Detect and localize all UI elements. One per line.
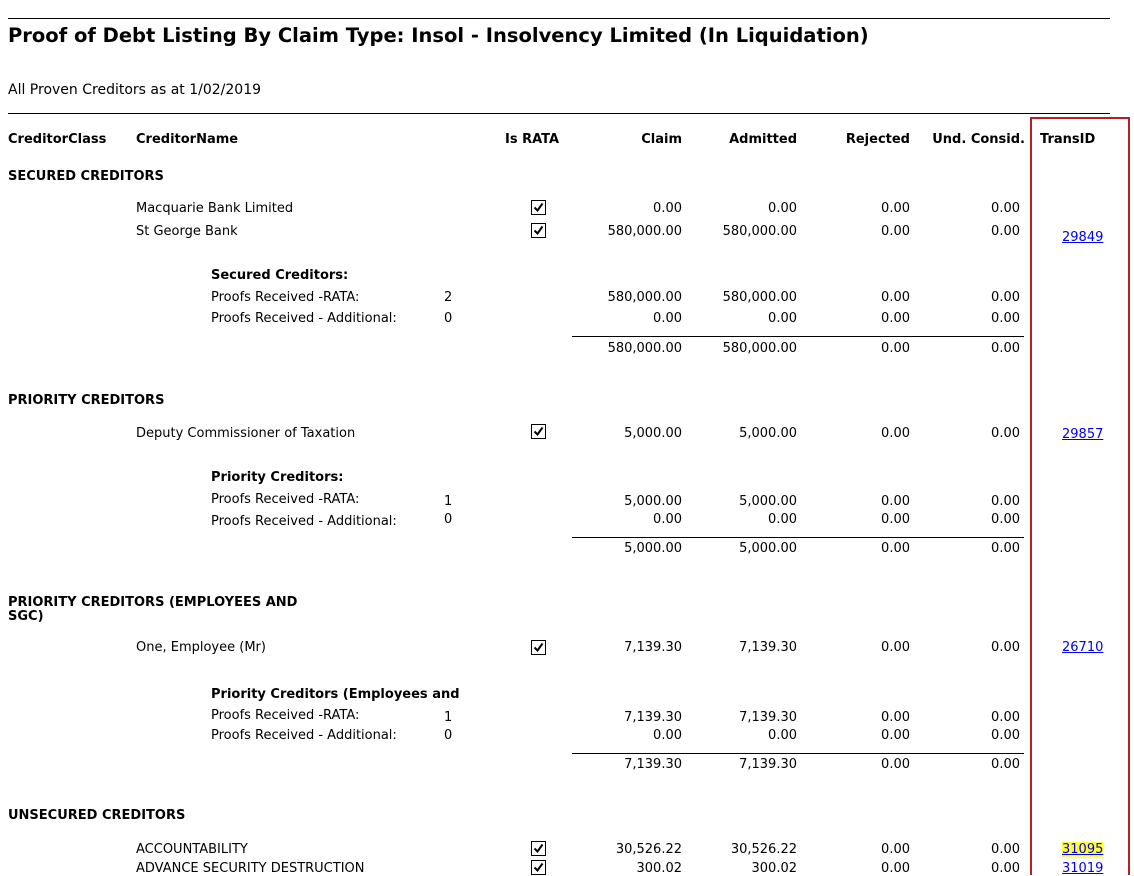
total-claim: 5,000.00 [624,541,682,556]
summary-additional-label: Proofs Received - Additional: [211,728,397,743]
admitted-value: 0.00 [768,728,797,743]
und-consid-value: 0.00 [991,710,1020,725]
admitted-value: 0.00 [768,311,797,326]
claim-value: 0.00 [653,728,682,743]
report-subtitle: All Proven Creditors as at 1/02/2019 [8,82,262,98]
claim-value: 7,139.30 [624,640,682,655]
claim-value: 0.00 [653,512,682,527]
claim-value: 580,000.00 [607,290,682,305]
report-title: Proof of Debt Listing By Claim Type: Insol - Insolvency Limited (In Liquidation) [8,24,869,47]
und-consid-value: 0.00 [991,311,1020,326]
col-creditor-name: CreditorName [136,132,239,147]
is-rata-checkbox [531,860,546,875]
trans-id-link[interactable]: 31019 [1062,861,1104,876]
und-consid-value: 0.00 [991,512,1020,527]
admitted-value: 300.02 [751,861,797,876]
is-rata-checkbox [531,640,546,655]
und-consid-value: 0.00 [991,494,1020,509]
und-consid-value: 0.00 [991,728,1020,743]
is-rata-checkbox [531,223,546,238]
section-heading-priority: PRIORITY CREDITORS [8,393,165,408]
summary-title: Priority Creditors (Employees and [211,687,460,702]
claim-value: 7,139.30 [624,710,682,725]
trans-id-link[interactable]: 29857 [1062,427,1104,442]
admitted-value: 5,000.00 [739,494,797,509]
total-admitted: 580,000.00 [722,341,797,356]
summary-rata-label: Proofs Received -RATA: [211,492,360,507]
claim-value: 300.02 [636,861,682,876]
section-heading-unsecured: UNSECURED CREDITORS [8,808,186,823]
creditor-name: Macquarie Bank Limited [136,201,294,216]
col-is-rata: Is RATA [505,132,560,147]
creditor-name: Deputy Commissioner of Taxation [136,426,356,441]
rejected-value: 0.00 [881,290,910,305]
und-consid-value: 0.00 [991,842,1020,857]
summary-title: Priority Creditors: [211,470,344,485]
is-rata-checkbox [531,841,546,856]
rejected-value: 0.00 [881,201,910,216]
total-und-consid: 0.00 [991,341,1020,356]
claim-value: 5,000.00 [624,426,682,441]
rejected-value: 0.00 [881,224,910,239]
summary-rata-count: 1 [444,494,453,509]
summary-rata-label: Proofs Received -RATA: [211,708,360,723]
col-claim: Claim [641,132,682,147]
summary-rata-count: 1 [444,710,453,725]
summary-additional-label: Proofs Received - Additional: [211,514,397,529]
und-consid-value: 0.00 [991,224,1020,239]
summary-rata-label: Proofs Received -RATA: [211,290,360,305]
rejected-value: 0.00 [881,426,910,441]
und-consid-value: 0.00 [991,290,1020,305]
total-rejected: 0.00 [881,541,910,556]
rejected-value: 0.00 [881,311,910,326]
total-admitted: 5,000.00 [739,541,797,556]
claim-value: 5,000.00 [624,494,682,509]
und-consid-value: 0.00 [991,640,1020,655]
rejected-value: 0.00 [881,494,910,509]
summary-additional-count: 0 [444,512,453,527]
col-und-consid: Und. Consid. [932,132,1025,147]
claim-value: 580,000.00 [607,224,682,239]
trans-id-link[interactable]: 26710 [1062,640,1104,655]
und-consid-value: 0.00 [991,426,1020,441]
claim-value: 0.00 [653,201,682,216]
creditor-name: St George Bank [136,224,238,239]
claim-value: 0.00 [653,311,682,326]
und-consid-value: 0.00 [991,201,1020,216]
total-rejected: 0.00 [881,341,910,356]
und-consid-value: 0.00 [991,861,1020,876]
summary-rata-count: 2 [444,290,453,305]
section-heading-secured: SECURED CREDITORS [8,169,164,184]
admitted-value: 580,000.00 [722,290,797,305]
total-rule [572,537,1024,538]
transid-highlight-box [1030,117,1130,875]
summary-additional-count: 0 [444,311,453,326]
rejected-value: 0.00 [881,728,910,743]
trans-id-link-highlighted[interactable]: 31095 [1062,842,1104,857]
summary-additional-count: 0 [444,728,453,743]
admitted-value: 30,526.22 [730,842,797,857]
section-heading-employees: PRIORITY CREDITORS (EMPLOYEES AND [8,595,298,610]
rejected-value: 0.00 [881,842,910,857]
admitted-value: 7,139.30 [739,710,797,725]
summary-additional-label: Proofs Received - Additional: [211,311,397,326]
creditor-name: ADVANCE SECURITY DESTRUCTION [136,861,365,876]
col-rejected: Rejected [845,132,910,147]
claim-value: 30,526.22 [615,842,682,857]
total-rule [572,753,1024,754]
rejected-value: 0.00 [881,640,910,655]
creditor-name: ACCOUNTABILITY [136,842,248,857]
rejected-value: 0.00 [881,710,910,725]
col-trans-id: TransID [1040,132,1096,147]
admitted-value: 0.00 [768,512,797,527]
header-rule [8,113,1110,114]
total-und-consid: 0.00 [991,757,1020,772]
admitted-value: 7,139.30 [739,640,797,655]
col-creditor-class: CreditorClass [8,132,107,147]
is-rata-checkbox [531,200,546,215]
total-und-consid: 0.00 [991,541,1020,556]
creditor-name: One, Employee (Mr) [136,640,266,655]
total-claim: 580,000.00 [607,341,682,356]
top-rule [8,18,1110,19]
is-rata-checkbox [531,424,546,439]
section-heading-employees-line2: SGC) [8,609,44,624]
total-rule [572,336,1024,337]
summary-title: Secured Creditors: [211,268,349,283]
total-admitted: 7,139.30 [739,757,797,772]
rejected-value: 0.00 [881,512,910,527]
admitted-value: 0.00 [768,201,797,216]
admitted-value: 5,000.00 [739,426,797,441]
total-claim: 7,139.30 [624,757,682,772]
col-admitted: Admitted [729,132,797,147]
admitted-value: 580,000.00 [722,224,797,239]
trans-id-link[interactable]: 29849 [1062,230,1104,245]
rejected-value: 0.00 [881,861,910,876]
total-rejected: 0.00 [881,757,910,772]
